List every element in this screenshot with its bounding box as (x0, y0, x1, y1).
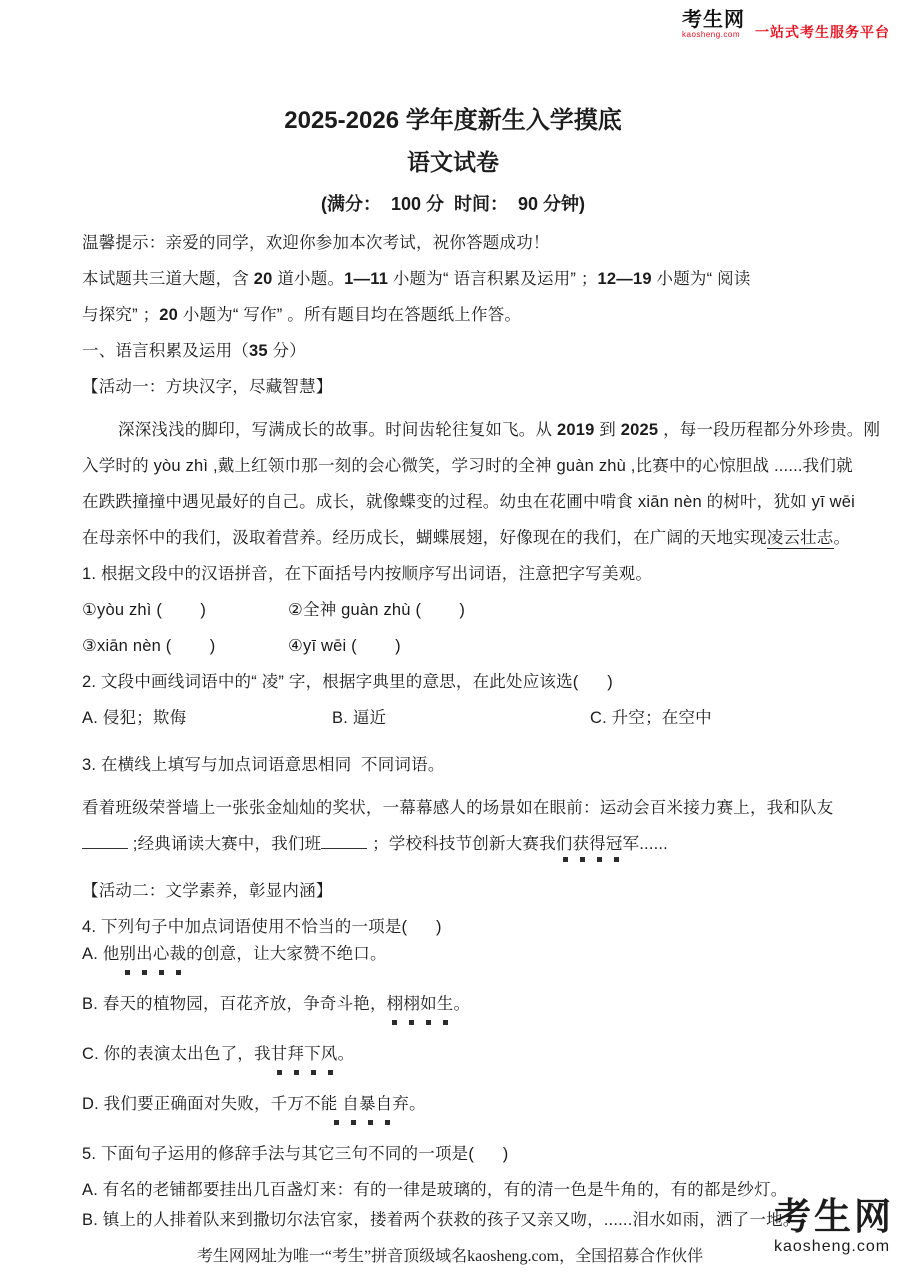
q1-answer-row-1 (82, 599, 824, 622)
notice-line (82, 232, 824, 255)
text-segment: 小题为“ 语言积累及运用” ； (388, 270, 598, 288)
text-segment: 35 (249, 342, 268, 360)
emphasis-dot (409, 1020, 414, 1025)
text-segment: 。 (833, 529, 851, 547)
text-segment: A. 有名的老铺都要挂出几百盏灯来：有的一律是玻璃的，有的清一色是牛角的，有的都是纱灯。 (82, 1181, 788, 1199)
section-1-heading (82, 340, 824, 363)
passage-line-3 (82, 491, 856, 514)
text-segment: 在跌跌撞撞中遇见最好的自己。成长，就像蝶变的过程。幼虫在花圃中啃食 xiān nèn 的树叶，犹如 yī wēi (82, 493, 856, 511)
line-column (332, 707, 590, 730)
text-segment: 本试题共三道大题，含 (82, 270, 254, 288)
text-segment: 看着班级荣誉墙上一张张金灿灿的奖状，一幕幕感人的场景如在眼前：运动会百米接力赛上，我和队友 (82, 799, 834, 817)
exam-title: 2025-2026 学年度新生入学摸底 (284, 107, 622, 134)
q4-option-c (82, 1043, 824, 1066)
emphasis-dot (563, 857, 568, 862)
text-segment: A. 侵犯；欺侮 (82, 709, 187, 727)
emphasis-dot (328, 1070, 333, 1075)
kaosheng-logo (648, 10, 890, 42)
q3-passage-line-2 (82, 833, 824, 856)
text-segment: B. 逼近 (332, 709, 387, 727)
kaosheng-logo-icon (648, 10, 678, 42)
q5-option-b (82, 1209, 824, 1232)
text-segment: 4. 下列句子中加点词语使用不恰当的一项是( ) (82, 918, 442, 936)
text-segment: 1. 根据文段中的汉语拼音，在下面括号内按顺序写出词语，注意把字写美观。 (82, 565, 653, 583)
emphasis-dot (614, 857, 619, 862)
q3-passage-line-1 (82, 797, 834, 820)
text-segment: A. 他别出心裁的创意，让大家赞不绝口。 (82, 945, 387, 963)
structure-line-2 (82, 304, 824, 327)
logo-brand-domain: kaosheng.com (682, 30, 741, 39)
line-column (82, 599, 288, 622)
text-segment: ，每一段历程都分外珍贵。刚 (658, 421, 881, 439)
text-segment: 小题为“ 写作” 。所有题目均在答题纸上作答。 (178, 306, 522, 324)
emphasis-dots-q4a (125, 970, 824, 975)
text-segment: 20 (253, 270, 273, 288)
passage-line-4 (82, 527, 851, 550)
text-segment: C. 升空；在空中 (590, 709, 712, 727)
text-segment: 分） (267, 342, 306, 360)
emphasis-dot (385, 1120, 390, 1125)
text-segment: 2025 (620, 421, 659, 439)
exam-meta (82, 190, 824, 218)
emphasis-dot (311, 1070, 316, 1075)
emphasis-dots-q4d (334, 1120, 824, 1125)
text-segment: 2. 文段中画线词语中的“ 凌” 字，根据字典里的意思，在此处应该选( ) (82, 673, 613, 691)
text-segment: ②全神 guàn zhù ( ) (288, 601, 466, 619)
q1-answer-row-2 (82, 635, 824, 658)
activity-2-heading (82, 880, 824, 903)
text-segment: 12—19 (597, 270, 652, 288)
text-segment: 小题为“ 阅读 (651, 270, 751, 288)
structure-line-1 (82, 268, 824, 291)
q2-options (82, 707, 824, 730)
logo-text (682, 10, 745, 39)
text-segment: ④yī wēi ( ) (288, 637, 401, 655)
emphasis-dot (159, 970, 164, 975)
text-segment: 20 (159, 306, 179, 324)
q4-option-a (82, 943, 824, 966)
emphasis-dots-q3 (563, 857, 824, 862)
text-segment: 与探究” ； (82, 306, 160, 324)
emphasis-dot (351, 1120, 356, 1125)
question-3 (82, 754, 824, 777)
text-segment: 温馨提示：亲爱的同学，欢迎你参加本次考试，祝你答题成功！ (82, 234, 550, 252)
text-segment: 在母亲怀中的我们，汲取着营养。经历成长，蝴蝶展翅，好像现在的我们，在广阔的天地实现 (82, 529, 767, 547)
emphasis-dot (125, 970, 130, 975)
emphasis-dot (368, 1120, 373, 1125)
text-segment: 【活动一：方块汉字，尽藏智慧】 (82, 378, 333, 396)
text-segment: 深深浅浅的脚印，写满成长的故事。时间齿轮往复如飞。从 (118, 421, 557, 439)
emphasis-dot (334, 1120, 339, 1125)
text-segment: 入学时的 yòu zhì ,戴上红领巾那一刻的会心微笑，学习时的全神 guàn zhù ,比赛中的心惊胆战 ......我们就 (82, 457, 853, 475)
text-segment: 到 (594, 421, 621, 439)
passage-line-1 (82, 419, 881, 442)
text-segment: 一、语言积累及运用（ (82, 342, 249, 360)
text-segment: 5. 下面句子运用的修辞手法与其它三句不同的一项是( ) (82, 1145, 509, 1163)
emphasis-dot (426, 1020, 431, 1025)
q4-option-b (82, 993, 824, 1016)
text-segment: ①yòu zhì ( ) (82, 601, 207, 619)
q4-option-d (82, 1093, 824, 1116)
emphasis-dot (176, 970, 181, 975)
watermark-brand-name: 考生网 (774, 1196, 894, 1237)
text-segment: C. 你的表演太出色了，我甘拜下风。 (82, 1045, 355, 1063)
emphasis-dot (580, 857, 585, 862)
q5-option-a (82, 1179, 824, 1202)
text-segment: 道小题。 (272, 270, 345, 288)
line-column (288, 599, 465, 622)
meta-prefix: (满分： (320, 194, 391, 214)
meta-mid: 分 时间： (421, 194, 519, 214)
activity-1-heading (82, 376, 824, 399)
emphasis-dots-q4c (277, 1070, 824, 1075)
question-2 (82, 671, 824, 694)
meta-suffix: 分钟) (538, 194, 586, 214)
footer-note: 考生网网址为唯一“考生”拼音顶级域名kaosheng.com，全国招募合作伙伴 (196, 1248, 704, 1265)
text-segment: 【活动二：文学素养，彰显内涵】 (82, 882, 333, 900)
text-segment: 3. 在横线上填写与加点词语意思相同 不同词语。 (82, 756, 445, 774)
text-segment: D. 我们要正确面对失败，千万不能 自暴自弃。 (82, 1095, 426, 1113)
question-4 (82, 916, 824, 939)
emphasis-dot (443, 1020, 448, 1025)
emphasis-dot (392, 1020, 397, 1025)
passage-line-2 (82, 455, 853, 478)
line-column (82, 635, 288, 658)
text-segment: 2019 (556, 421, 595, 439)
line-column (82, 707, 332, 730)
watermark-domain: kaosheng.com (774, 1238, 891, 1255)
line-column (288, 635, 401, 658)
text-segment: ；学校科技节创新大赛我们获得冠军...... (367, 835, 668, 853)
emphasis-dot (294, 1070, 299, 1075)
emphasis-dot (277, 1070, 282, 1075)
text-segment: 凌云壮志 (766, 529, 834, 547)
emphasis-dot (142, 970, 147, 975)
text-segment: B. 春天的植物园，百花齐放，争奇斗艳，栩栩如生。 (82, 995, 471, 1013)
text-segment: B. 镇上的人排着队来到撒切尔法官家，搂着两个获救的孩子又亲又吻，......泪水如雨，洒了一地。 (82, 1211, 800, 1229)
text-segment: ;经典诵读大赛中，我们班 (128, 835, 322, 853)
exam-subtitle: 语文试卷 (407, 149, 499, 175)
logo-tagline: 一站式考生服务平台 (755, 24, 890, 40)
meta-time-limit: 90 (518, 194, 539, 214)
line-column (590, 707, 712, 730)
answer-blank (82, 834, 128, 849)
question-1 (82, 563, 824, 586)
text-segment: 1—11 (344, 270, 389, 288)
logo-brand-name: 考生网 (682, 9, 745, 31)
answer-blank (321, 834, 367, 849)
emphasis-dot (597, 857, 602, 862)
emphasis-dots-q4b (392, 1020, 824, 1025)
meta-full-score: 100 (390, 194, 421, 214)
question-5 (82, 1143, 824, 1166)
text-segment: ③xiān nèn ( ) (82, 637, 216, 655)
